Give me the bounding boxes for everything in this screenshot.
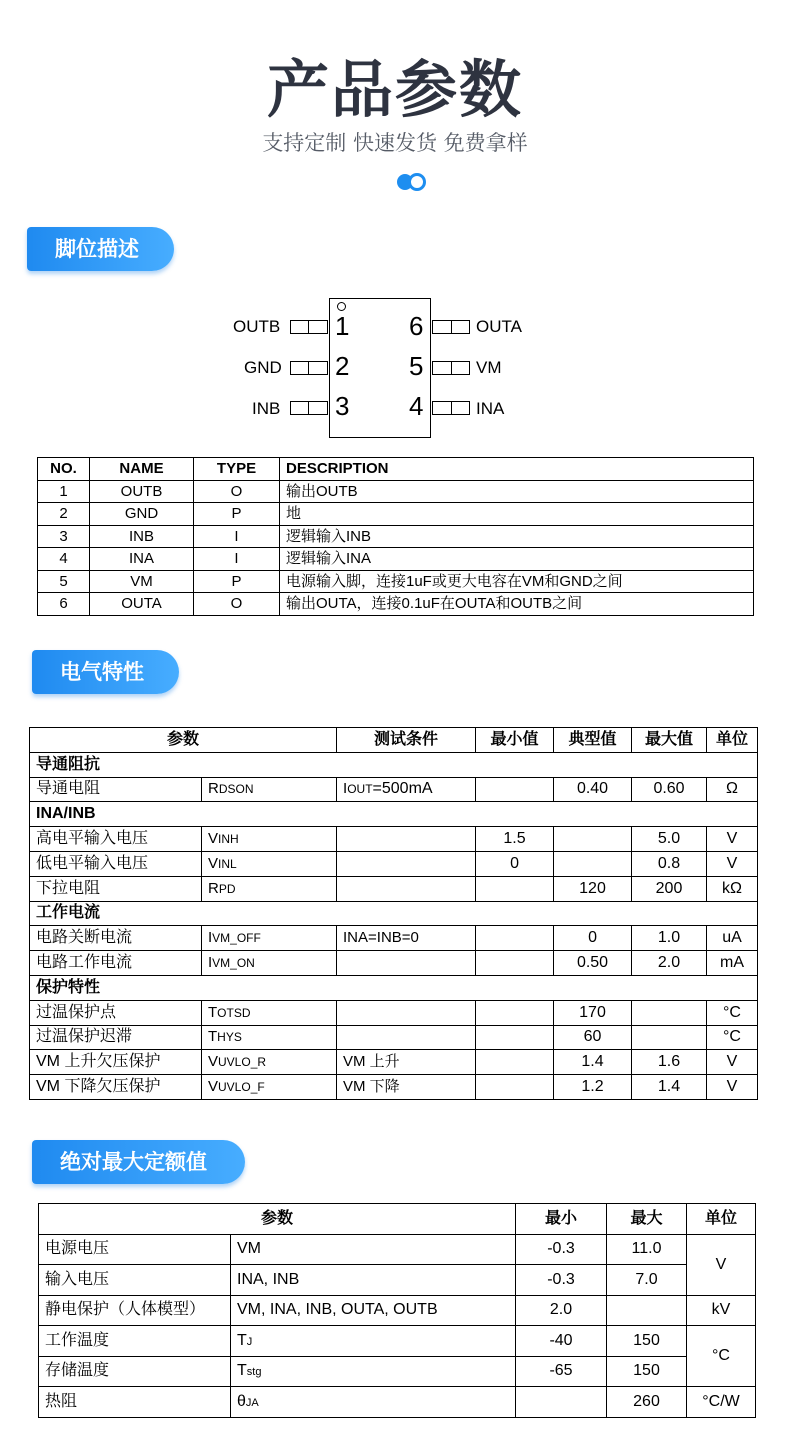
param-symbol (202, 1000, 337, 1025)
symbol-main: R (208, 780, 219, 798)
symbol-main: R (208, 879, 219, 897)
param-symbol (202, 1050, 337, 1075)
table-header: 最小值 (476, 728, 554, 753)
value-unit: V (707, 827, 758, 852)
symbol-main: V (208, 854, 219, 872)
value-typ: 1.2 (554, 1075, 632, 1100)
pin-label-left: OUTB (233, 317, 281, 336)
section-pin-title: 脚位描述 (27, 227, 174, 271)
param-name: 电源电压 (39, 1234, 231, 1265)
table-row (38, 593, 754, 616)
cond-tail: =500mA (372, 780, 433, 798)
param-name: 过温保护迟滞 (30, 1025, 202, 1050)
value-min: -0.3 (516, 1265, 607, 1296)
test-condition (337, 1050, 476, 1075)
table-header: 最大值 (632, 728, 707, 753)
test-condition (337, 827, 476, 852)
pin-label-left: GND (244, 358, 282, 377)
table-row (30, 1000, 758, 1025)
value-unit: V (707, 851, 758, 876)
symbol-main: V (208, 1053, 219, 1071)
pin-number: 3 (335, 391, 350, 421)
pin-number: 4 (409, 391, 424, 421)
param-name: 下拉电阻 (30, 876, 202, 901)
symbol-sub: OTSD (217, 1005, 251, 1020)
value-min: -65 (516, 1356, 607, 1387)
symbol-sub: UVLO_R (218, 1055, 267, 1070)
symbol-main: T (237, 1331, 247, 1349)
value-max: 150 (607, 1356, 687, 1387)
section-row (30, 901, 758, 926)
value-max (632, 1025, 707, 1050)
param-name: 存储温度 (39, 1356, 231, 1387)
table-header: 单位 (707, 728, 758, 753)
table-header: 最小 (516, 1204, 607, 1235)
value-unit: °C/W (687, 1387, 756, 1418)
symbol-sub: stg (246, 1366, 262, 1379)
value-unit: uA (707, 926, 758, 951)
table-header: 测试条件 (337, 728, 476, 753)
value-max: 1.4 (632, 1075, 707, 1100)
symbol-sub: JA (245, 1396, 259, 1409)
symbol-main: T (208, 1028, 218, 1046)
section-row (30, 752, 758, 777)
table-row (39, 1265, 756, 1296)
pin-label-right: VM (476, 358, 502, 377)
value-max: 200 (632, 876, 707, 901)
test-condition (337, 1025, 476, 1050)
pin-lead (290, 320, 328, 334)
value-unit: V (687, 1234, 756, 1295)
table-header: 参数 (30, 728, 337, 753)
table-row (39, 1234, 756, 1265)
table-cell: GND (90, 503, 194, 526)
pin-lead (290, 401, 328, 415)
value-min (476, 1025, 554, 1050)
table-cell: 输出OUTA，连接0.1uF在OUTA和OUTB之间 (280, 593, 754, 616)
value-min (476, 1075, 554, 1100)
pin-label-left: INB (252, 399, 281, 418)
value-max (632, 1000, 707, 1025)
value-min (476, 1050, 554, 1075)
param-symbol (231, 1326, 516, 1357)
table-cell: 3 (38, 525, 90, 548)
table-cell: 2 (38, 503, 90, 526)
param-name: 输入电压 (39, 1265, 231, 1296)
param-symbol (202, 1025, 337, 1050)
param-name: 热阻 (39, 1387, 231, 1418)
section-row (30, 975, 758, 1000)
param-symbol (202, 851, 337, 876)
value-min (476, 876, 554, 901)
value-min: -0.3 (516, 1234, 607, 1265)
param-symbol (231, 1387, 516, 1418)
param-symbol (202, 876, 337, 901)
param-name: 低电平输入电压 (30, 851, 202, 876)
page-title: 产品参数 (266, 53, 523, 126)
pin-label-right: OUTA (476, 317, 522, 336)
value-typ: 1.4 (554, 1050, 632, 1075)
table-row (30, 827, 758, 852)
table-header: NO. (38, 458, 90, 481)
symbol-main: V (208, 1078, 219, 1096)
section-title: 工作电流 (30, 901, 758, 926)
value-max: 2.0 (632, 951, 707, 976)
table-cell: 地 (280, 503, 754, 526)
param-symbol (231, 1265, 516, 1296)
value-typ (554, 851, 632, 876)
value-min (476, 926, 554, 951)
value-typ: 170 (554, 1000, 632, 1025)
value-min: -40 (516, 1326, 607, 1357)
symbol-sub: VM_ON (212, 956, 255, 971)
value-unit: Ω (707, 777, 758, 802)
symbol-main: V (208, 830, 219, 848)
param-name: 静电保护（人体模型） (39, 1295, 231, 1326)
cond-main: INA=INB=0 (343, 929, 419, 947)
section-abs-title: 绝对最大定额值 (32, 1140, 245, 1184)
value-max: 5.0 (632, 827, 707, 852)
section-row (30, 802, 758, 827)
table-row (39, 1295, 756, 1326)
cond-main: VM 上升 (343, 1053, 400, 1071)
table-cell: OUTA (90, 593, 194, 616)
table-header: 典型值 (554, 728, 632, 753)
symbol-sub: INH (218, 832, 239, 847)
pin-number: 2 (335, 351, 350, 381)
value-unit: V (707, 1050, 758, 1075)
table-cell: 逻辑输入INB (280, 525, 754, 548)
symbol-main: T (237, 1362, 247, 1380)
table-row (38, 570, 754, 593)
symbol-sub: J (246, 1335, 253, 1348)
table-cell: 输出OUTB (280, 480, 754, 503)
param-symbol (202, 827, 337, 852)
param-name: VM 上升欠压保护 (30, 1050, 202, 1075)
section-title: INA/INB (30, 802, 758, 827)
value-min (476, 1000, 554, 1025)
table-row (30, 777, 758, 802)
symbol-sub: INL (218, 856, 237, 871)
pin-lead (290, 361, 328, 375)
table-header: 参数 (39, 1204, 516, 1235)
symbol-main: θ (237, 1392, 246, 1410)
table-cell: O (194, 480, 280, 503)
table-row (39, 1356, 756, 1387)
elec-table (29, 727, 758, 1100)
table-row (38, 503, 754, 526)
value-typ: 60 (554, 1025, 632, 1050)
symbol-sub: HYS (217, 1030, 242, 1045)
value-typ: 0.40 (554, 777, 632, 802)
param-symbol (202, 926, 337, 951)
value-unit: kV (687, 1295, 756, 1326)
table-row (39, 1387, 756, 1418)
table-cell: 1 (38, 480, 90, 503)
param-name: 过温保护点 (30, 1000, 202, 1025)
pin-number: 5 (409, 351, 424, 381)
value-min: 0 (476, 851, 554, 876)
section-title: 保护特性 (30, 975, 758, 1000)
value-unit: °C (707, 1000, 758, 1025)
table-cell: 5 (38, 570, 90, 593)
cond-main: VM 下降 (343, 1078, 400, 1096)
value-typ: 120 (554, 876, 632, 901)
param-symbol (231, 1295, 516, 1326)
section-elec-title: 电气特性 (32, 650, 179, 694)
abs-table (38, 1203, 756, 1418)
table-cell: I (194, 548, 280, 571)
table-cell: P (194, 503, 280, 526)
value-max: 7.0 (607, 1265, 687, 1296)
value-unit: mA (707, 951, 758, 976)
table-header: 单位 (687, 1204, 756, 1235)
test-condition (337, 876, 476, 901)
cond-main: I (343, 780, 348, 798)
value-max: 150 (607, 1326, 687, 1357)
param-symbol (202, 951, 337, 976)
value-min (476, 951, 554, 976)
table-cell: 4 (38, 548, 90, 571)
table-cell: 逻辑输入INA (280, 548, 754, 571)
table-cell: INA (90, 548, 194, 571)
table-cell: 6 (38, 593, 90, 616)
table-row (30, 1050, 758, 1075)
table-header-row (38, 458, 754, 481)
table-row (30, 876, 758, 901)
param-name: 高电平输入电压 (30, 827, 202, 852)
value-max: 1.6 (632, 1050, 707, 1075)
table-row (30, 851, 758, 876)
param-symbol (231, 1356, 516, 1387)
symbol-main: VM, INA, INB, OUTA, OUTB (237, 1301, 438, 1319)
symbol-sub: UVLO_F (218, 1080, 265, 1095)
page-subtitle: 支持定制 快速发货 免费拿样 (262, 131, 528, 155)
test-condition (337, 951, 476, 976)
value-min: 1.5 (476, 827, 554, 852)
symbol-main: I (208, 954, 213, 972)
param-name: 导通电阻 (30, 777, 202, 802)
cond-sub: OUT (347, 782, 373, 797)
param-symbol (202, 1075, 337, 1100)
symbol-main: INA, INB (237, 1270, 300, 1288)
value-unit: kΩ (707, 876, 758, 901)
value-typ: 0 (554, 926, 632, 951)
value-min (516, 1387, 607, 1418)
table-header: NAME (90, 458, 194, 481)
table-cell: VM (90, 570, 194, 593)
test-condition (337, 777, 476, 802)
value-typ: 0.50 (554, 951, 632, 976)
table-cell: 电源输入脚，连接1uF或更大电容在VM和GND之间 (280, 570, 754, 593)
pin-table (37, 457, 754, 616)
symbol-main: I (208, 929, 213, 947)
value-typ (554, 827, 632, 852)
table-cell: INB (90, 525, 194, 548)
table-header-row (30, 728, 758, 753)
table-row (30, 951, 758, 976)
param-symbol (202, 777, 337, 802)
symbol-sub: VM_OFF (212, 931, 261, 946)
table-cell: OUTB (90, 480, 194, 503)
symbol-sub: PD (218, 881, 236, 896)
pin-number: 6 (409, 311, 424, 341)
value-min: 2.0 (516, 1295, 607, 1326)
pin-lead (432, 361, 470, 375)
table-header-row (39, 1204, 756, 1235)
table-header: TYPE (194, 458, 280, 481)
pin1-marker-icon (337, 302, 346, 311)
value-max: 1.0 (632, 926, 707, 951)
test-condition (337, 926, 476, 951)
table-row (39, 1326, 756, 1357)
pin-lead (432, 320, 470, 334)
test-condition (337, 851, 476, 876)
value-max: 260 (607, 1387, 687, 1418)
param-name: 电路关断电流 (30, 926, 202, 951)
value-max: 0.8 (632, 851, 707, 876)
value-unit: V (707, 1075, 758, 1100)
section-title: 导通阻抗 (30, 752, 758, 777)
table-row (38, 548, 754, 571)
pin-lead (432, 401, 470, 415)
value-max (607, 1295, 687, 1326)
table-header: 最大 (607, 1204, 687, 1235)
table-row (30, 1075, 758, 1100)
symbol-sub: DSON (218, 782, 254, 797)
param-name: 电路工作电流 (30, 951, 202, 976)
value-max: 11.0 (607, 1234, 687, 1265)
param-symbol (231, 1234, 516, 1265)
table-row (38, 480, 754, 503)
table-row (30, 1025, 758, 1050)
table-cell: I (194, 525, 280, 548)
value-unit: °C (687, 1326, 756, 1387)
test-condition (337, 1075, 476, 1100)
test-condition (337, 1000, 476, 1025)
param-name: 工作温度 (39, 1326, 231, 1357)
param-name: VM 下降欠压保护 (30, 1075, 202, 1100)
symbol-main: T (208, 1003, 218, 1021)
value-min (476, 777, 554, 802)
value-unit: °C (707, 1025, 758, 1050)
symbol-main: VM (237, 1240, 261, 1258)
pin-number: 1 (335, 311, 350, 341)
pin-label-right: INA (476, 399, 505, 418)
value-max: 0.60 (632, 777, 707, 802)
table-row (38, 525, 754, 548)
table-header: DESCRIPTION (280, 458, 754, 481)
table-cell: P (194, 570, 280, 593)
decor-dots-icon (397, 173, 429, 191)
table-cell: O (194, 593, 280, 616)
table-row (30, 926, 758, 951)
